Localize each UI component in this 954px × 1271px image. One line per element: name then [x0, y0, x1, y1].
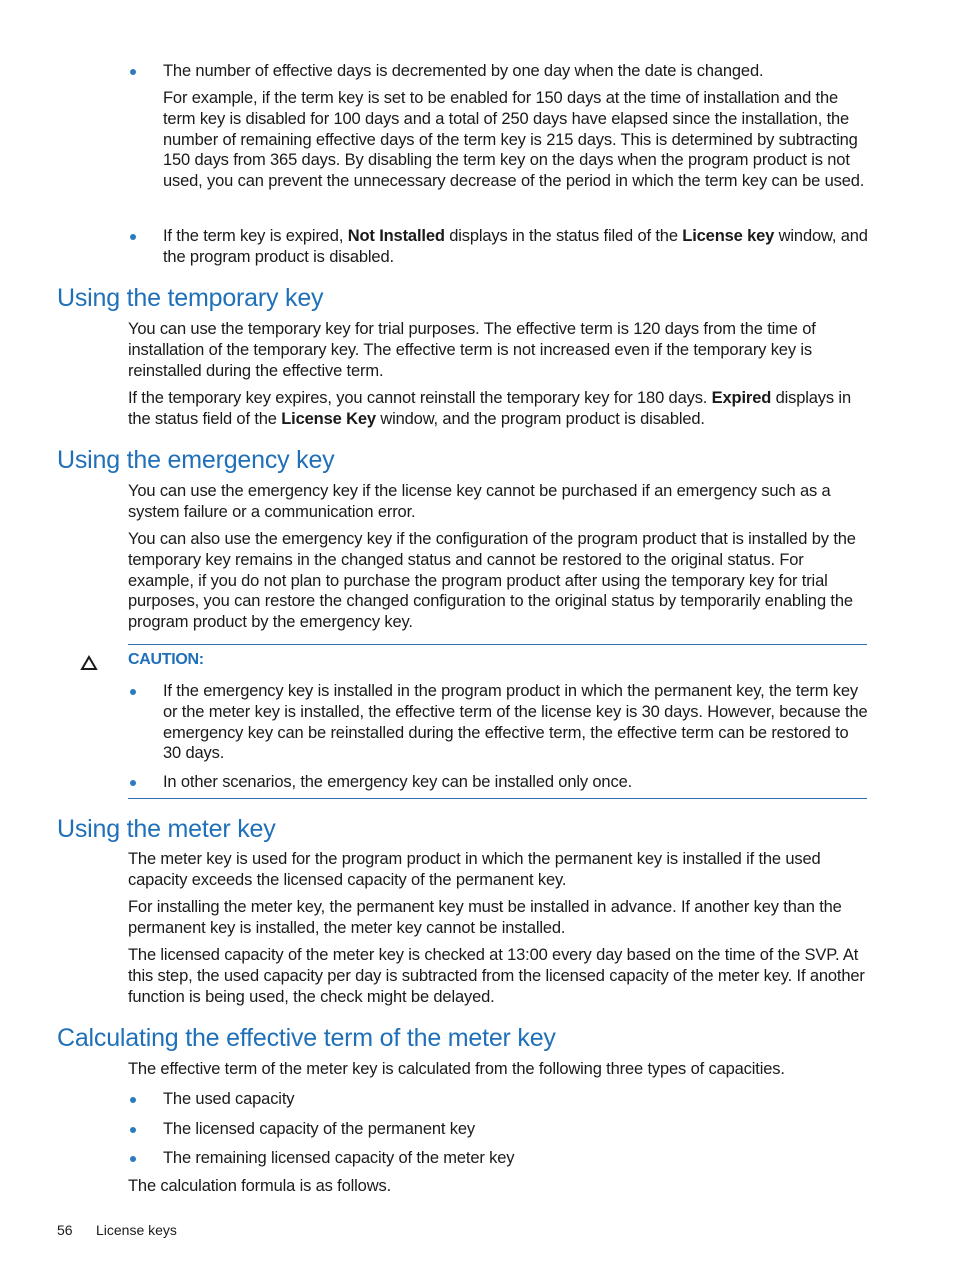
caution-bottom-rule — [128, 798, 867, 799]
license-key-bold: License Key — [281, 409, 376, 428]
calc-paragraph-2: The calculation formula is as follows. — [128, 1177, 391, 1195]
heading-temporary-key: Using the temporary key — [57, 284, 324, 312]
temporary-paragraph-2: If the temporary key expires, you cannot reinstall the temporary key for 180 days. Expired displays in the status field of the License Key window, and the program product is disabled. — [128, 389, 851, 428]
temporary-paragraph-1: You can use the temporary key for trial purposes. The effective term is 120 days from the time of installation of the temporary key. The effective term is not increased even if the temporary key is reinstalled during the effective term. — [128, 320, 816, 380]
example-paragraph: For example, if the term key is set to be enabled for 150 days at the time of installation and the term key is disabled for 100 days and a total of 250 days have elapsed since the installation, the number of remaining effective days of the term key is 215 days. This is determined by subtracting 150 days from 365 days. By disabling the term key on the days when the program product is not used, you can prevent the unnecessary decrease of the period in which the term key can be used. — [163, 89, 865, 191]
emergency-paragraph-1: You can use the emergency key if the license key cannot be purchased if an emergency such as a system failure or a communication error. — [128, 482, 831, 521]
bullet-dot — [130, 1127, 136, 1133]
page-number: 56 — [57, 1222, 73, 1238]
expired-bold: Expired — [711, 389, 772, 407]
heading-emergency-key: Using the emergency key — [57, 446, 335, 474]
heading-calculating-meter-key: Calculating the effective term of the meter key — [57, 1024, 556, 1052]
footer-section-title: License keys — [96, 1222, 177, 1238]
bullet-term-expired: If the term key is expired, Not Installed displays in the status filed of the License key window, and the program product is disabled. — [163, 227, 868, 266]
list-item: The used capacity — [163, 1090, 295, 1108]
caution-item: If the emergency key is installed in the program product in which the permanent key, the term key or the meter key is installed, the effective term of the license key is 30 days. However, because the emergency key can be reinstalled during the effective term, the effective term can be restored to 30 days. — [163, 682, 868, 763]
calc-paragraph-1: The effective term of the meter key is calculated from the following three types of capacities. — [128, 1060, 785, 1078]
heading-meter-key: Using the meter key — [57, 815, 276, 843]
bullet-dot — [130, 234, 136, 240]
bullet-effective-days: The number of effective days is decremented by one day when the date is changed. — [163, 62, 764, 80]
license-key-bold: License key — [682, 227, 775, 245]
list-item: The licensed capacity of the permanent key — [163, 1120, 475, 1138]
bullet-dot — [130, 69, 136, 75]
emergency-paragraph-2: You can also use the emergency key if the configuration of the program product that is installed by the temporary key remains in the changed status and cannot be restored to the original status. For example, if you do not plan to purchase the program product after using the temporary key for trial purposes, you can restore the changed configuration to the original status by temporarily enabling the program product by the emergency key. — [128, 530, 856, 632]
bullet-dot — [130, 1097, 136, 1103]
meter-paragraph-1: The meter key is used for the program product in which the permanent key is installed if the used capacity exceeds the licensed capacity of the permanent key. — [128, 850, 821, 889]
bullet-dot — [130, 689, 136, 695]
caution-label: CAUTION: — [128, 651, 204, 668]
list-item: The remaining licensed capacity of the meter key — [163, 1149, 515, 1167]
not-installed-bold: Not Installed — [347, 227, 445, 245]
bullet-dot — [130, 1156, 136, 1162]
caution-triangle-icon — [80, 655, 98, 671]
caution-item: In other scenarios, the emergency key can be installed only once. — [163, 773, 633, 791]
meter-paragraph-3: The licensed capacity of the meter key is checked at 13:00 every day based on the time of the SVP. At this step, the used capacity per day is subtracted from the licensed capacity of the meter key. If another function is being used, the check might be delayed. — [128, 946, 865, 1006]
meter-paragraph-2: For installing the meter key, the permanent key must be installed in advance. If another key than the permanent key is installed, the meter key cannot be installed. — [128, 898, 842, 937]
caution-top-rule — [128, 644, 867, 645]
bullet-dot — [130, 780, 136, 786]
